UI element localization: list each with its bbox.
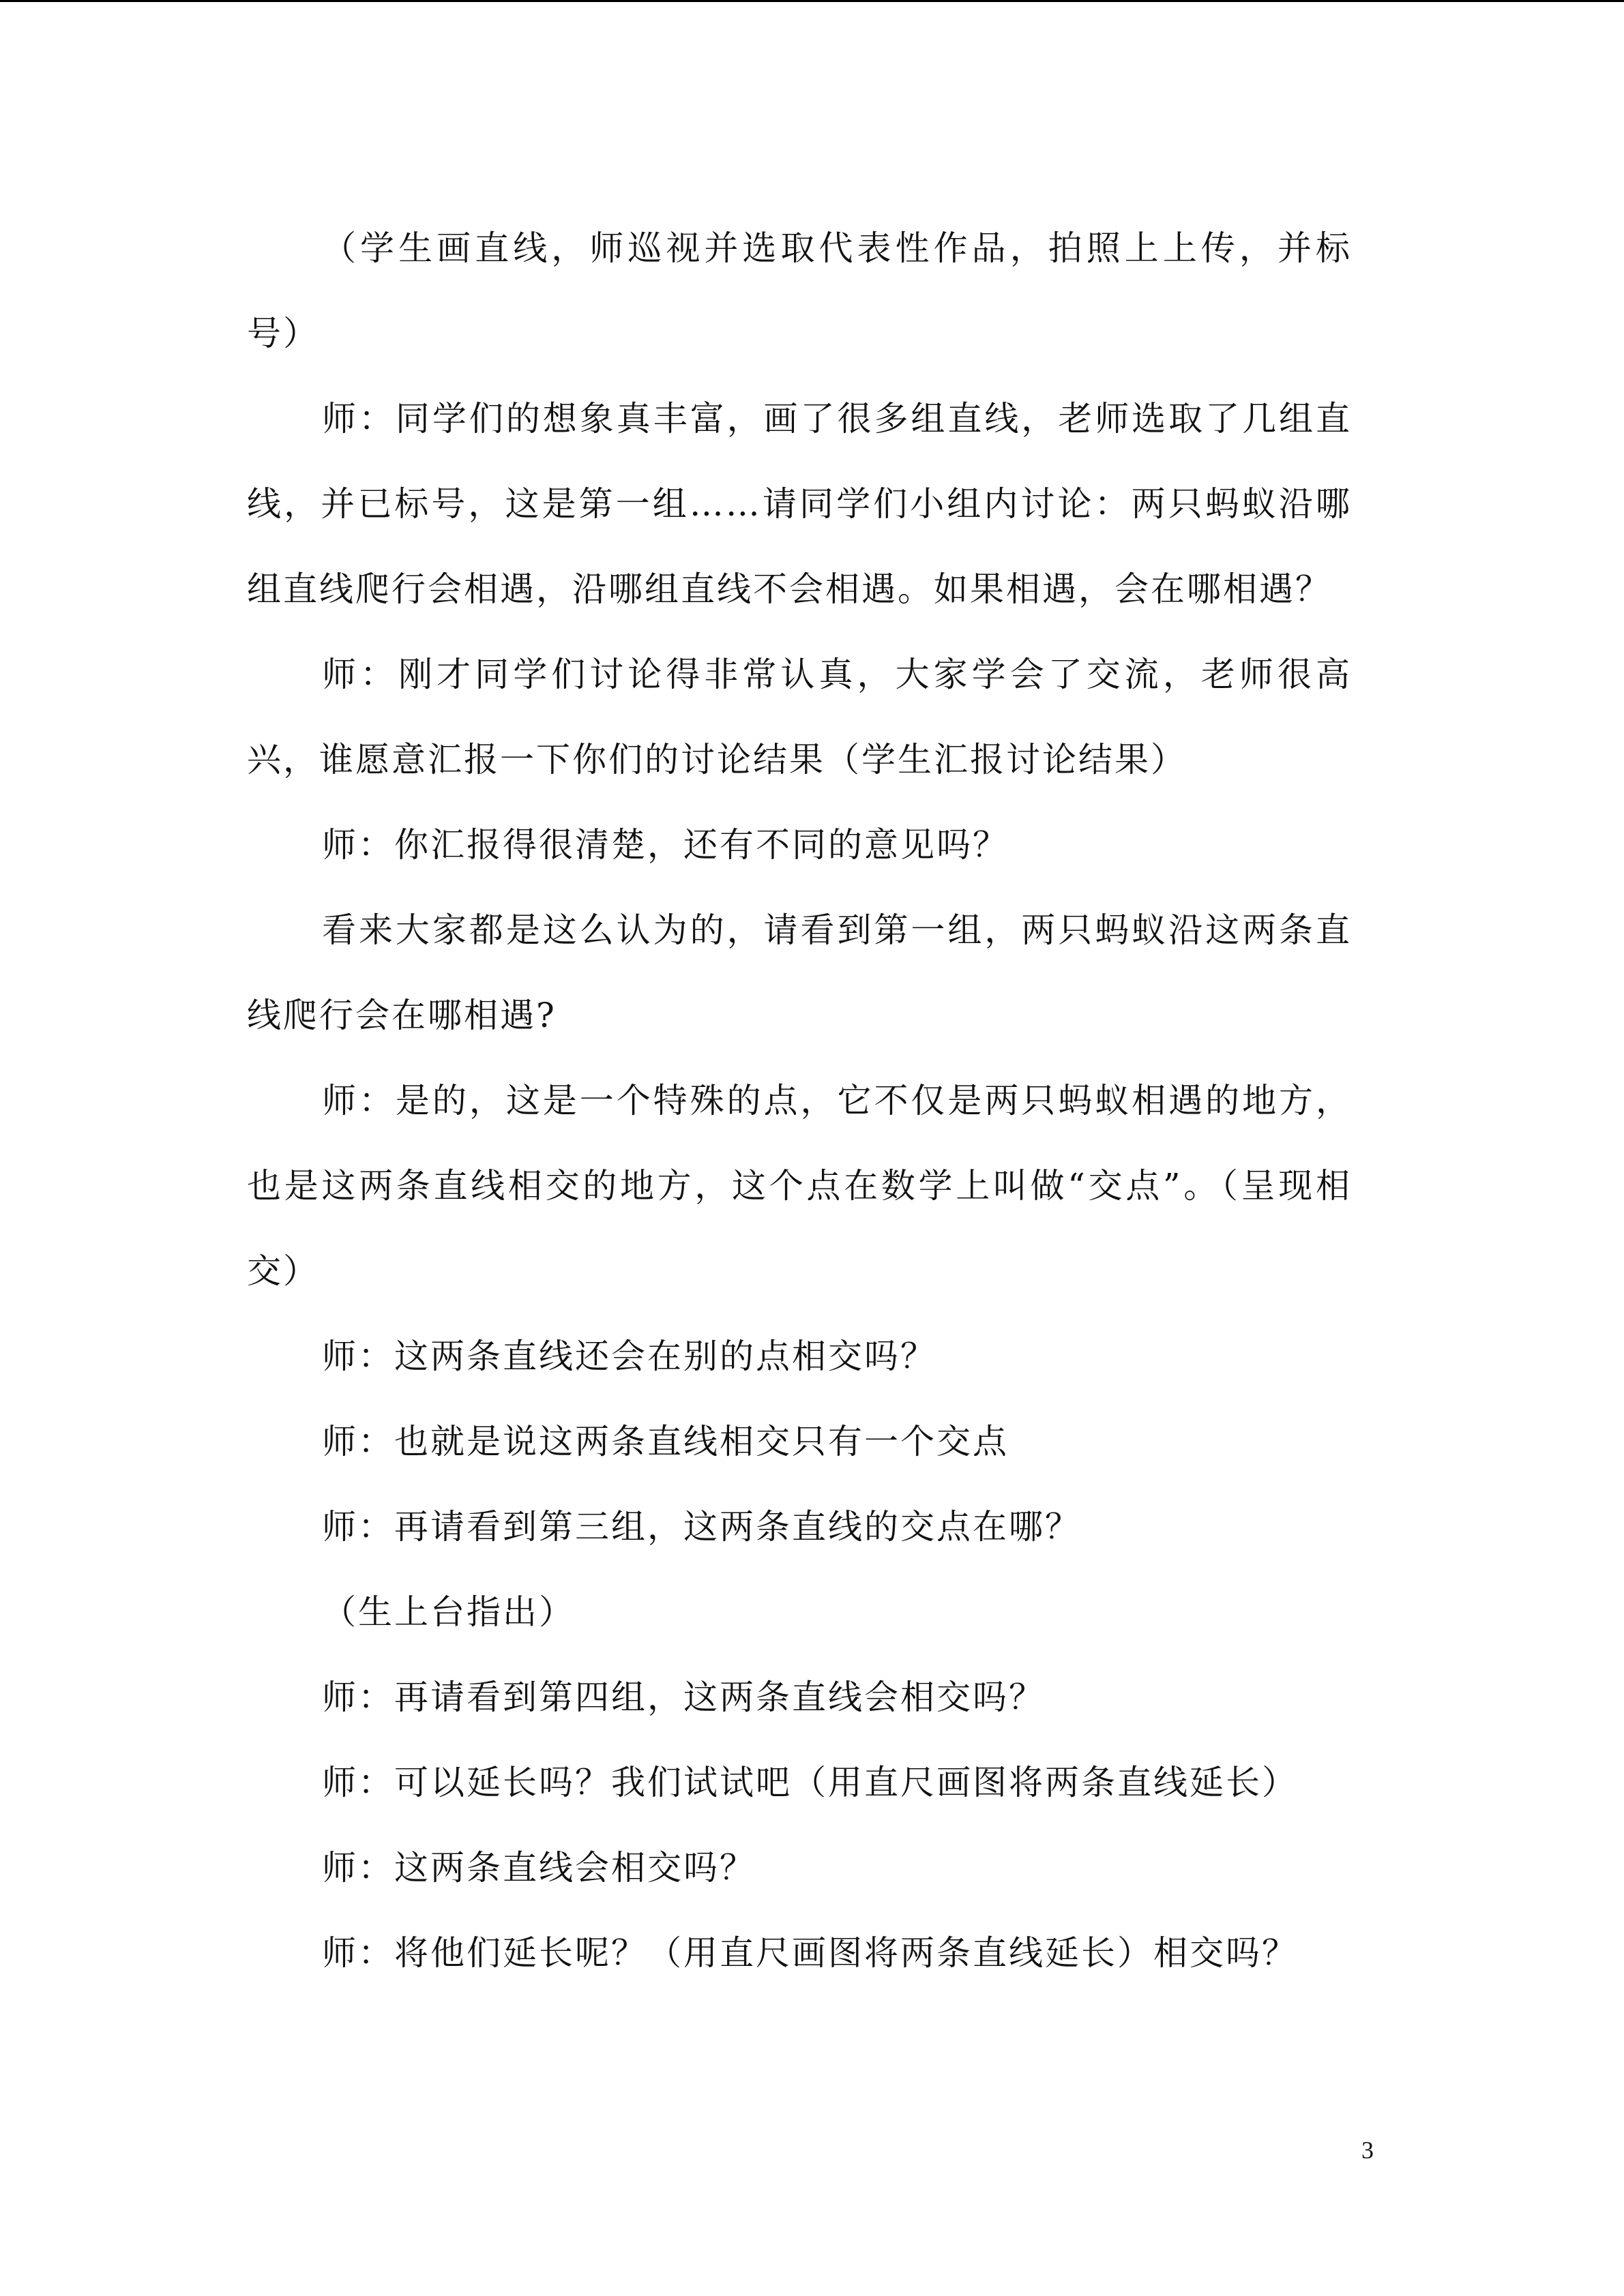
paragraph-fourth-group-question: 师：再请看到第四组，这两条直线会相交吗？ [322, 1678, 1045, 1717]
paragraph-third-group-question: 师：再请看到第三组，这两条直线的交点在哪？ [322, 1507, 1081, 1547]
paragraph-intersection-point: 师：是的，这是一个特殊的点，它不仅是两只蚂蚁相遇的地方，也是这两条直线相交的地方，这个点在数学上叫做“交点”。（呈现相交） [247, 1081, 1352, 1291]
paragraph-other-point-question: 师：这两条直线还会在别的点相交吗？ [322, 1337, 936, 1376]
top-border-line [0, 0, 1624, 2]
paragraph-extend-lines: 师：可以延长吗？我们试试吧（用直尺画图将两条直线延长） [322, 1763, 1298, 1802]
paragraph-intersect-question: 师：这两条直线会相交吗？ [322, 1848, 756, 1888]
paragraph-student-points-out: （生上台指出） [322, 1592, 575, 1632]
page-number: 3 [1361, 2136, 1374, 2164]
paragraph-extend-intersect-question: 师：将他们延长呢？（用直尺画图将两条直线延长）相交吗？ [322, 1933, 1298, 1973]
paragraph-single-intersection: 师：也就是说这两条直线相交只有一个交点 [322, 1422, 1009, 1461]
paragraph-first-group-question: 看来大家都是这么认为的，请看到第一组，两只蚂蚁沿这两条直线爬行会在哪相遇? [247, 910, 1352, 1035]
paragraph-teacher-discussion-prompt: 师：同学们的想象真丰富，画了很多组直线，老师选取了几组直线，并已标号，这是第一组……请同学们小组内讨论：两只蚂蚁沿哪组直线爬行会相遇，沿哪组直线不会相遇。如果相遇，会在哪相遇？ [247, 399, 1352, 609]
paragraph-student-drawing: （学生画直线，师巡视并选取代表性作品，拍照上上传，并标号） [247, 228, 1352, 353]
paragraph-teacher-praise: 师：刚才同学们讨论得非常认真，大家学会了交流，老师很高兴，谁愿意汇报一下你们的讨论结果（学生汇报讨论结果） [247, 655, 1352, 779]
document-body [247, 206, 1352, 1996]
paragraph-teacher-other-opinions: 师：你汇报得很清楚，还有不同的意见吗？ [322, 825, 1009, 865]
